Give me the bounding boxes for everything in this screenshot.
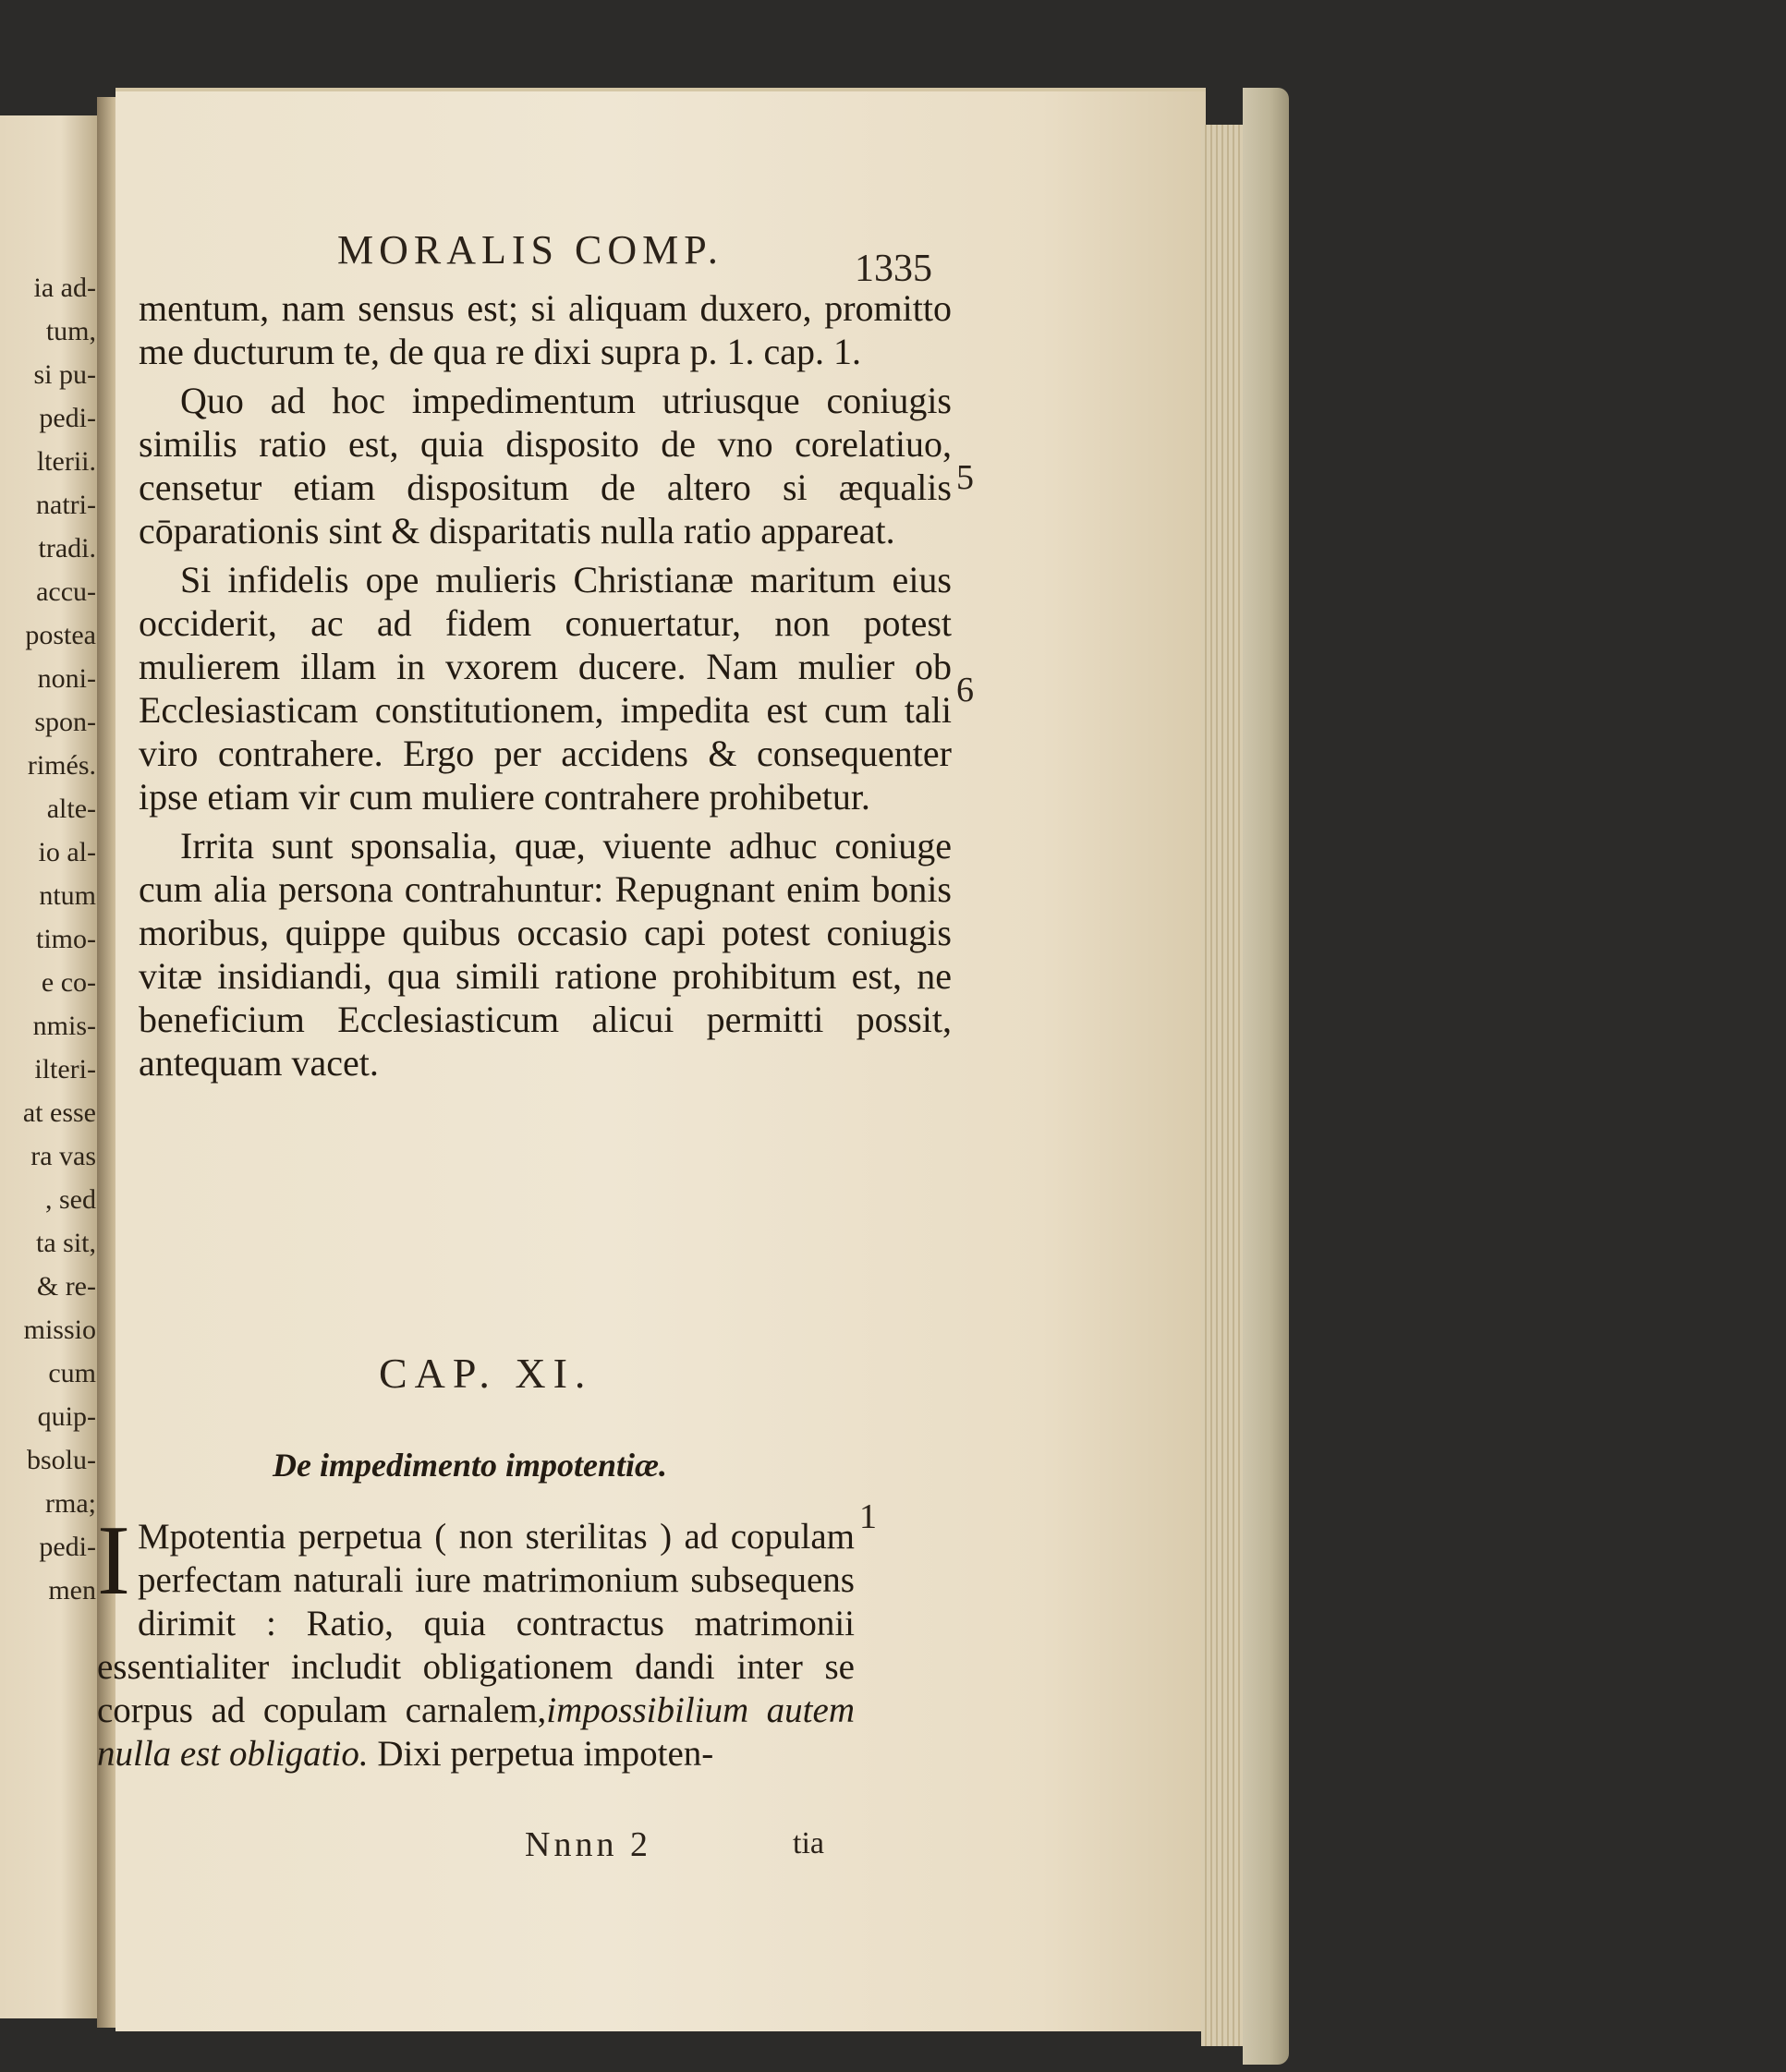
open-book xyxy=(0,88,1294,2055)
chapter-text-italic: impossibilium autem nulla est obligatio. xyxy=(97,1690,855,1774)
book-cover xyxy=(1243,88,1289,2065)
left-page-fragment: missio xyxy=(23,1315,96,1345)
page-number: 1335 xyxy=(855,248,932,290)
left-page-fragment: postea xyxy=(25,620,96,650)
chapter-text xyxy=(97,1506,855,1775)
left-page-fragment: e co- xyxy=(41,967,96,998)
left-page-fragment: ra vas xyxy=(30,1141,96,1171)
left-page-fragment: timo- xyxy=(36,924,96,954)
paragraph-2: Quo ad hoc impedimentum utriusque coniugis similis ratio est, quia disposito de vno corelatiuo, censetur etiam dispositum de altero si æqualis cōparationis sint & disparitatis nulla ratio appareat. xyxy=(139,380,952,551)
margin-number: 5 xyxy=(956,458,974,497)
left-page-fragment: spon- xyxy=(34,707,96,737)
running-head: MORALIS COMP. xyxy=(337,227,723,273)
left-page-fragment: pedi- xyxy=(39,403,96,433)
left-page-fragment: quip- xyxy=(37,1401,96,1432)
left-page-fragment: ntum xyxy=(39,880,96,911)
left-page-fragment: noni- xyxy=(37,663,96,694)
catchword: tia xyxy=(793,1826,824,1860)
margin-number: 6 xyxy=(956,671,974,709)
left-page-fragment: accu- xyxy=(36,576,96,607)
left-page-fragment: pedi- xyxy=(39,1532,96,1562)
left-page-fragment: men xyxy=(48,1575,96,1605)
chapter-title: CAP. XI. xyxy=(379,1350,593,1397)
paragraph-3: Si infidelis ope mulieris Christianæ maritum eius occiderit, ac ad fidem conuertatur, non potest mulierem illam in vxorem ducere. Nam mulier ob Ecclesiasticam constitutionem, impedita est cum tali viro contrahere. Ergo per accidens & consequenter ipse etiam vir cum muliere contrahere prohibetur. xyxy=(139,559,952,818)
left-page-fragment: ta sit, xyxy=(36,1228,96,1258)
left-page-fragment: alte- xyxy=(46,794,96,824)
left-page-fragment: lterii. xyxy=(36,446,96,477)
left-page-edge xyxy=(0,115,102,2018)
left-page-fragment: , sed xyxy=(45,1184,96,1215)
left-page-fragment: si pu- xyxy=(33,359,96,390)
left-page-fragment: natri- xyxy=(36,490,96,520)
left-page-fragment: io al- xyxy=(38,837,96,867)
left-page-fragment: rimés. xyxy=(27,750,96,781)
chapter-text-end: Dixi perpetua impoten- xyxy=(368,1734,714,1774)
left-page-fragment: ia ad- xyxy=(33,273,96,303)
left-page-fragment: ilteri- xyxy=(34,1054,96,1084)
left-page-fragment: bsolu- xyxy=(27,1445,96,1475)
left-page-fragment: nmis- xyxy=(32,1011,96,1041)
paragraph-1: mentum, nam sensus est; si aliquam duxero, promitto me ducturum te, de qua re dixi supra p. 1. cap. 1. xyxy=(139,287,952,372)
left-page-fragment: cum xyxy=(48,1358,96,1388)
chapter-text-start: Mpotentia perpetua ( non sterilitas ) ad copulam perfectam naturali iure matrimonium subsequens dirimit : Ratio, quia contractus matrimonii essentialiter includit obligationem dandi inter se corpus ad copulam carnalem, xyxy=(97,1517,855,1730)
left-page-fragment: rma; xyxy=(45,1488,96,1519)
signature-mark: Nnnn 2 xyxy=(525,1825,651,1864)
drop-cap: I xyxy=(97,1506,130,1616)
chapter-subtitle: De impedimento impotentiæ. xyxy=(273,1447,667,1484)
margin-number: 1 xyxy=(859,1497,877,1536)
left-page-fragment: at esse xyxy=(22,1097,96,1128)
left-page-fragment: tradi. xyxy=(38,533,96,563)
main-text xyxy=(139,286,952,1090)
left-page-fragment: tum, xyxy=(45,316,96,346)
paragraph-4: Irrita sunt sponsalia, quæ, viuente adhuc coniuge cum alia persona contrahuntur: Repugnant enim bonis moribus, quippe quibus occasio capi potest coniugis vitæ insidiandi, qua simili ratione prohibitum est, ne beneficium Ecclesiasticum alicui permitti possit, antequam vacet. xyxy=(139,825,952,1084)
left-page-fragment: & re- xyxy=(36,1271,96,1302)
